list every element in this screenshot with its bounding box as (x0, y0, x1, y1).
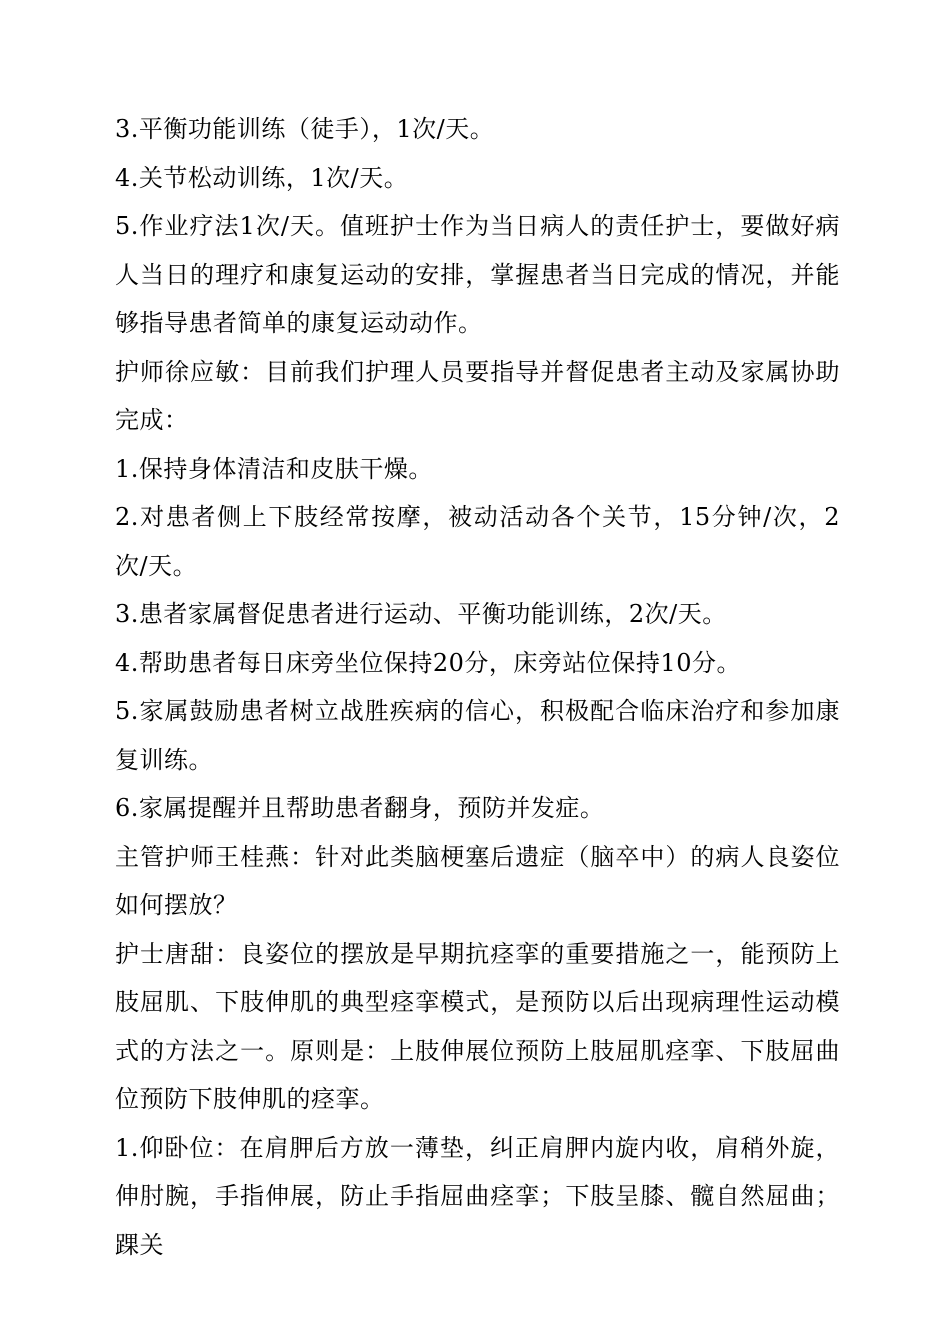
paragraph-encouragement: 5.家属鼓励患者树立战胜疾病的信心，积极配合临床治疗和参加康复训练。 (115, 697, 840, 774)
paragraph-turn-over: 6.家属提醒并且帮助患者翻身，预防并发症。 (115, 794, 605, 822)
paragraph-sitting-standing: 4.帮助患者每日床旁坐位保持20分，床旁站位保持10分。 (115, 648, 741, 677)
paragraph-joint-mobilization: 4.关节松动训练，1次/天。 (115, 163, 409, 192)
paragraph-massage: 2.对患者侧上下肢经常按摩，被动活动各个关节，15分钟/次，2次/天。 (115, 503, 840, 580)
paragraph-balance-training: 3.平衡功能训练（徒手），1次/天。 (115, 115, 495, 143)
document-body (115, 105, 840, 1269)
paragraph-family-exercise: 3.患者家属督促患者进行运动、平衡功能训练，2次/天。 (115, 600, 727, 628)
paragraph-nurse-tang-answer: 护士唐甜：良姿位的摆放是早期抗痉挛的重要措施之一，能预防上肢屈肌、下肢伸肌的典型痉挛模式，是预防以后出现病理性运动模式的方法之一。原则是：上肢伸展位预防上肢屈肌痉挛、下肢屈曲位预防下肢伸肌的痉挛。 (115, 939, 840, 1113)
paragraph-keep-clean: 1.保持身体清洁和皮肤干燥。 (115, 454, 433, 483)
paragraph-supine-position: 1.仰卧位：在肩胛后方放一薄垫，纠正肩胛内旋内收，肩稍外旋，伸肘腕，手指伸展，防止手指屈曲痉挛；下肢呈膝、髋自然屈曲；踝关 (115, 1133, 840, 1259)
paragraph-head-nurse-question: 主管护师王桂燕：针对此类脑梗塞后遗症（脑卒中）的病人良姿位如何摆放？ (115, 842, 840, 919)
paragraph-nurse-xu-statement: 护师徐应敏：目前我们护理人员要指导并督促患者主动及家属协助完成： (115, 357, 840, 434)
paragraph-occupational-therapy: 5.作业疗法1次/天。值班护士作为当日病人的责任护士，要做好病人当日的理疗和康复运动的安排，掌握患者当日完成的情况，并能够指导患者简单的康复运动动作。 (115, 212, 840, 337)
